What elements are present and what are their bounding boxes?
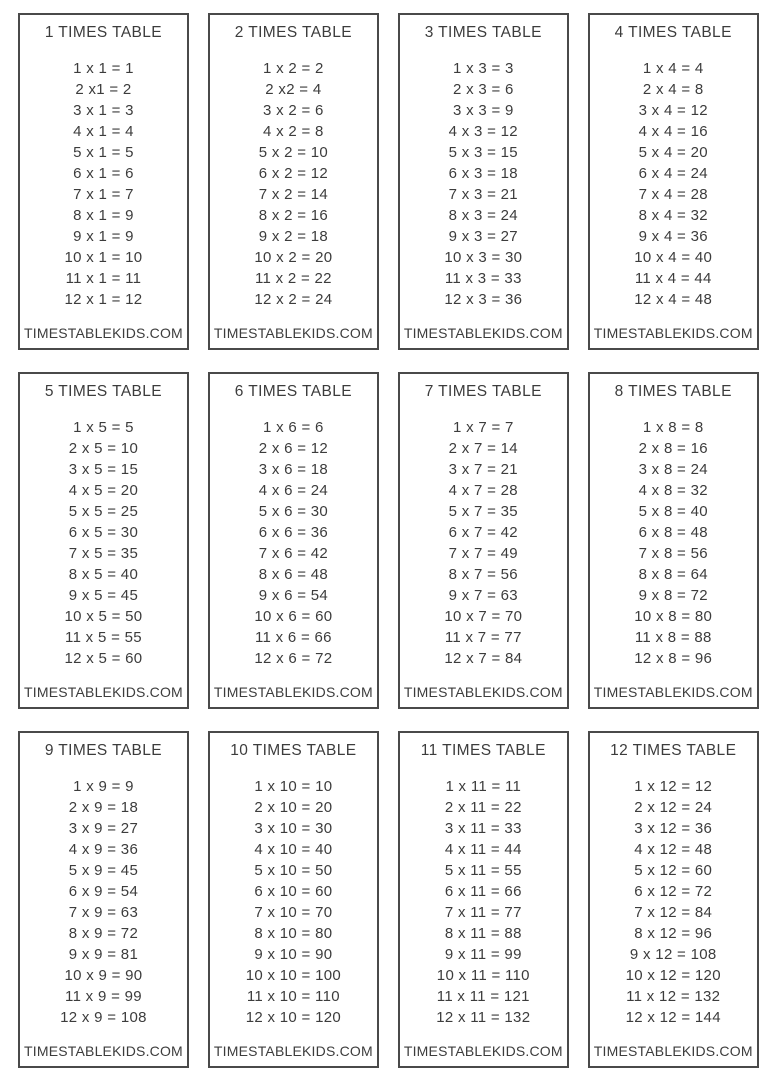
equation-row: 3 x 5 = 15 [68,460,139,478]
equation-row: 5 x 11 = 55 [444,861,522,879]
equation-row: 8 x 7 = 56 [448,565,518,583]
equation-row: 1 x 8 = 8 [642,418,704,436]
equation-row: 5 x 5 = 25 [68,502,139,520]
equation-row: 11 x 8 = 88 [634,628,712,646]
equation-row: 1 x 6 = 6 [263,418,324,436]
equation-row: 4 x 4 = 16 [638,122,708,140]
times-table-card-10 [208,731,379,1068]
equation-row: 11 x 7 = 77 [444,628,522,646]
site-footer: TIMESTABLEKIDS.COM [24,1043,183,1059]
equation-list [214,401,373,684]
equation-row: 4 x 5 = 20 [68,481,139,499]
equation-row: 10 x 9 = 90 [64,966,143,984]
equation-list [594,42,753,325]
times-table-card-1 [18,13,189,350]
site-footer: TIMESTABLEKIDS.COM [24,684,183,700]
equation-row: 5 x 1 = 5 [73,143,134,161]
site-footer: TIMESTABLEKIDS.COM [24,325,183,341]
equation-row: 10 x 3 = 30 [444,248,523,266]
equation-row: 11 x 5 = 55 [65,628,142,646]
equation-row: 7 x 10 = 70 [254,903,333,921]
equation-row: 9 x 3 = 27 [448,227,518,245]
times-table-card-5 [18,372,189,709]
times-table-card-6 [208,372,379,709]
equation-row: 7 x 11 = 77 [444,903,522,921]
table-title: 12 TIMES TABLE [610,742,737,759]
equation-row: 1 x 3 = 3 [452,59,514,77]
equation-row: 6 x 8 = 48 [638,523,708,541]
equation-row: 9 x 4 = 36 [638,227,708,245]
equation-list [214,42,373,325]
equation-row: 11 x 11 = 121 [436,987,530,1005]
equation-row: 2 x2 = 4 [265,80,322,98]
equation-row: 11 x 3 = 33 [444,269,522,287]
equation-row: 5 x 7 = 35 [448,502,518,520]
equation-row: 3 x 11 = 33 [444,819,522,837]
times-table-card-3 [398,13,569,350]
equation-row: 11 x 9 = 99 [65,987,142,1005]
equation-row: 11 x 6 = 66 [254,628,332,646]
equation-row: 9 x 2 = 18 [258,227,329,245]
equation-row: 6 x 7 = 42 [448,523,518,541]
equation-row: 2 x 6 = 12 [258,439,329,457]
equation-row: 3 x 8 = 24 [638,460,708,478]
equation-row: 10 x 7 = 70 [444,607,523,625]
equation-row: 4 x 1 = 4 [73,122,134,140]
equation-row: 8 x 9 = 72 [68,924,139,942]
equation-row: 10 x 4 = 40 [634,248,713,266]
equation-row: 1 x 9 = 9 [73,777,134,795]
equation-row: 5 x 12 = 60 [634,861,713,879]
equation-row: 8 x 3 = 24 [448,206,518,224]
equation-row: 9 x 9 = 81 [68,945,139,963]
equation-row: 1 x 5 = 5 [73,418,134,436]
equation-row: 7 x 5 = 35 [68,544,139,562]
equation-row: 10 x 10 = 100 [245,966,341,984]
equation-row: 2 x 10 = 20 [254,798,333,816]
equation-row: 6 x 3 = 18 [448,164,518,182]
site-footer: TIMESTABLEKIDS.COM [593,325,753,341]
site-footer: TIMESTABLEKIDS.COM [213,1043,373,1059]
table-title: 3 TIMES TABLE [424,24,542,41]
equation-row: 5 x 4 = 20 [638,143,708,161]
equation-row: 1 x 12 = 12 [634,777,713,795]
table-title: 11 TIMES TABLE [420,742,546,759]
equation-row: 7 x 4 = 28 [638,185,708,203]
times-table-card-8 [588,372,759,709]
equation-row: 3 x 3 = 9 [452,101,514,119]
equation-row: 1 x 10 = 10 [254,777,333,795]
equation-row: 2 x 7 = 14 [448,439,518,457]
equation-list [404,760,563,1043]
equation-row: 10 x 6 = 60 [254,607,333,625]
equation-row: 4 x 2 = 8 [263,122,324,140]
equation-row: 1 x 7 = 7 [452,418,514,436]
equation-list [594,760,753,1043]
equation-row: 6 x 12 = 72 [634,882,713,900]
equation-row: 7 x 8 = 56 [638,544,708,562]
equation-row: 4 x 12 = 48 [634,840,713,858]
site-footer: TIMESTABLEKIDS.COM [213,325,373,341]
equation-row: 12 x 9 = 108 [60,1008,147,1026]
equation-list [214,760,373,1043]
equation-row: 11 x 1 = 11 [65,269,142,287]
equation-row: 7 x 6 = 42 [258,544,329,562]
equation-list [24,401,183,684]
equation-row: 8 x 2 = 16 [258,206,329,224]
equation-row: 10 x 5 = 50 [64,607,143,625]
equation-list [24,760,183,1043]
equation-row: 10 x 2 = 20 [254,248,333,266]
equation-row: 9 x 6 = 54 [258,586,329,604]
equation-row: 9 x 7 = 63 [448,586,518,604]
equation-row: 7 x 2 = 14 [258,185,329,203]
equation-row: 6 x 9 = 54 [68,882,139,900]
site-footer: TIMESTABLEKIDS.COM [213,684,373,700]
equation-row: 5 x 6 = 30 [258,502,329,520]
equation-row: 12 x 1 = 12 [64,290,143,308]
equation-row: 6 x 5 = 30 [68,523,139,541]
table-title: 6 TIMES TABLE [234,383,352,400]
equation-list [404,401,563,684]
equation-row: 11 x 4 = 44 [634,269,712,287]
equation-row: 4 x 10 = 40 [254,840,333,858]
equation-row: 12 x 5 = 60 [64,649,143,667]
equation-list [404,42,563,325]
equation-row: 1 x 1 = 1 [73,59,134,77]
table-title: 1 TIMES TABLE [44,24,163,41]
equation-row: 3 x 10 = 30 [254,819,333,837]
table-title: 8 TIMES TABLE [614,383,732,400]
equation-row: 11 x 12 = 132 [626,987,721,1005]
equation-row: 4 x 6 = 24 [258,481,329,499]
equation-row: 2 x 8 = 16 [638,439,708,457]
equation-row: 6 x 6 = 36 [258,523,329,541]
equation-row: 7 x 3 = 21 [448,185,518,203]
times-table-card-11 [398,731,569,1068]
equation-row: 1 x 11 = 11 [445,777,522,795]
table-title: 7 TIMES TABLE [424,383,542,400]
equation-row: 5 x 8 = 40 [638,502,708,520]
table-title: 2 TIMES TABLE [234,24,352,41]
equation-row: 10 x 12 = 120 [625,966,721,984]
equation-list [24,42,183,325]
equation-row: 12 x 6 = 72 [254,649,333,667]
equation-row: 2 x 9 = 18 [68,798,139,816]
site-footer: TIMESTABLEKIDS.COM [403,325,563,341]
equation-row: 10 x 11 = 110 [436,966,530,984]
times-table-card-4 [588,13,759,350]
equation-row: 12 x 2 = 24 [254,290,333,308]
site-footer: TIMESTABLEKIDS.COM [593,684,753,700]
equation-row: 7 x 9 = 63 [68,903,139,921]
equation-row: 9 x 5 = 45 [68,586,139,604]
equation-row: 12 x 10 = 120 [245,1008,341,1026]
equation-row: 3 x 1 = 3 [73,101,134,119]
equation-row: 11 x 10 = 110 [246,987,340,1005]
equation-row: 12 x 7 = 84 [444,649,523,667]
equation-row: 12 x 11 = 132 [436,1008,531,1026]
equation-row: 1 x 2 = 2 [263,59,324,77]
table-title: 4 TIMES TABLE [614,24,732,41]
equation-row: 9 x 10 = 90 [254,945,333,963]
site-footer: TIMESTABLEKIDS.COM [403,684,563,700]
equation-row: 2 x 12 = 24 [634,798,713,816]
equation-row: 7 x 1 = 7 [73,185,134,203]
equation-row: 5 x 2 = 10 [258,143,329,161]
equation-row: 6 x 11 = 66 [444,882,522,900]
equation-list [594,401,753,684]
equation-row: 3 x 7 = 21 [448,460,518,478]
equation-row: 6 x 1 = 6 [73,164,134,182]
equation-row: 9 x 8 = 72 [638,586,708,604]
equation-row: 4 x 7 = 28 [448,481,518,499]
equation-row: 3 x 6 = 18 [258,460,329,478]
equation-row: 8 x 11 = 88 [444,924,522,942]
table-title: 9 TIMES TABLE [44,742,163,759]
equation-row: 7 x 12 = 84 [634,903,713,921]
equation-row: 4 x 8 = 32 [638,481,708,499]
equation-row: 5 x 3 = 15 [448,143,518,161]
times-table-card-2 [208,13,379,350]
equation-row: 8 x 5 = 40 [68,565,139,583]
equation-row: 3 x 9 = 27 [68,819,139,837]
times-table-card-12 [588,731,759,1068]
equation-row: 8 x 10 = 80 [254,924,333,942]
equation-row: 9 x 11 = 99 [444,945,522,963]
equation-row: 12 x 8 = 96 [634,649,713,667]
equation-row: 2 x 3 = 6 [452,80,514,98]
site-footer: TIMESTABLEKIDS.COM [403,1043,563,1059]
equation-row: 5 x 9 = 45 [68,861,139,879]
equation-row: 4 x 3 = 12 [448,122,518,140]
equation-row: 6 x 10 = 60 [254,882,333,900]
equation-row: 12 x 4 = 48 [634,290,713,308]
equation-row: 8 x 1 = 9 [73,206,134,224]
equation-row: 10 x 8 = 80 [634,607,713,625]
site-footer: TIMESTABLEKIDS.COM [593,1043,753,1059]
equation-row: 4 x 11 = 44 [444,840,522,858]
equation-row: 2 x 5 = 10 [68,439,139,457]
equation-row: 1 x 4 = 4 [642,59,704,77]
table-title: 10 TIMES TABLE [230,742,357,759]
times-table-card-7 [398,372,569,709]
equation-row: 7 x 7 = 49 [448,544,518,562]
equation-row: 12 x 12 = 144 [625,1008,721,1026]
equation-row: 2 x 4 = 8 [642,80,704,98]
times-table-card-9 [18,731,189,1068]
equation-row: 6 x 2 = 12 [258,164,329,182]
table-title: 5 TIMES TABLE [44,383,163,400]
equation-row: 6 x 4 = 24 [638,164,708,182]
equation-row: 8 x 4 = 32 [638,206,708,224]
equation-row: 5 x 10 = 50 [254,861,333,879]
equation-row: 10 x 1 = 10 [64,248,143,266]
equation-row: 8 x 6 = 48 [258,565,329,583]
equation-row: 9 x 1 = 9 [73,227,134,245]
equation-row: 3 x 12 = 36 [634,819,713,837]
equation-row: 9 x 12 = 108 [629,945,717,963]
equation-row: 3 x 2 = 6 [263,101,324,119]
equation-row: 11 x 2 = 22 [254,269,332,287]
equation-row: 8 x 12 = 96 [634,924,713,942]
equation-row: 8 x 8 = 64 [638,565,708,583]
equation-row: 2 x 11 = 22 [444,798,522,816]
equation-row: 2 x1 = 2 [75,80,132,98]
equation-row: 12 x 3 = 36 [444,290,523,308]
equation-row: 3 x 4 = 12 [638,101,708,119]
equation-row: 4 x 9 = 36 [68,840,139,858]
